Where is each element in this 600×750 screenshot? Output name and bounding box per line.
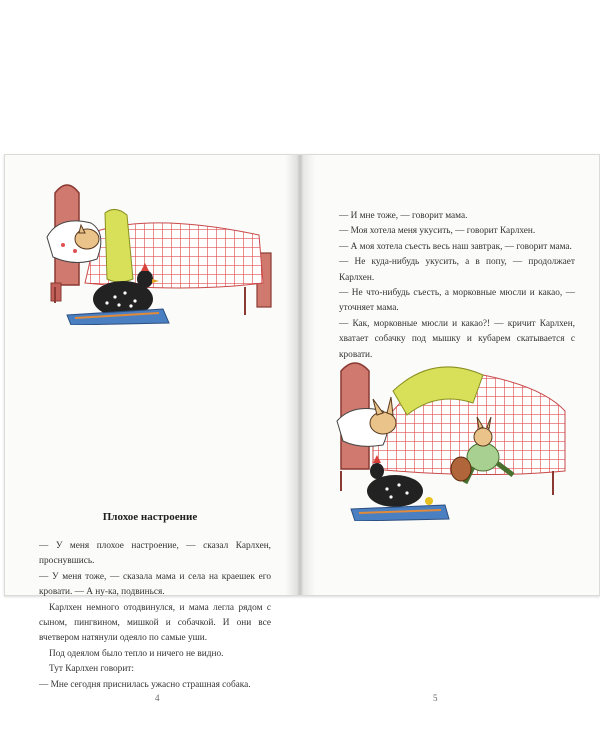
left-page xyxy=(5,155,295,703)
right-page-text xyxy=(339,209,575,363)
paragraph: — Не куда-нибудь укусить, а в попу, — продолжает Карлхен. xyxy=(339,257,575,283)
chapter-title: Плохое настроение xyxy=(102,511,198,523)
book-spread xyxy=(4,154,600,703)
paragraph: — Не что-нибудь съесть, а морковные мюсли и какао, — уточняет мама. xyxy=(339,288,575,314)
bed-illustration-right xyxy=(333,351,579,521)
paragraph: — У меня тоже, — сказала мама и села на краешек его кровати. — А ну-ка, подвинься. xyxy=(39,571,271,598)
paragraph: Тут Карлхен говорит: xyxy=(49,664,134,675)
paragraph: — А моя хотела съесть весь наш завтрак, — говорит мама. xyxy=(339,241,572,252)
paragraph: Карлхен немного отодвинулся, и мама легла рядом с сыном, пингвином, мишкой и собачкой. И они все вчетвером натянули одеяло по самые уши. xyxy=(39,602,271,644)
paragraph: — И мне тоже, — говорит мама. xyxy=(339,211,468,221)
paragraph: — Мне сегодня приснилась ужасно страшная собака. xyxy=(39,679,251,690)
paragraph: Под одеялом было тепло и ничего не видно. xyxy=(49,648,224,659)
paragraph: — У меня плохое настроение, — сказал Карлхен, проснувшись. xyxy=(39,541,271,567)
paragraph: — Моя хотела меня укусить, — говорит Карлхен. xyxy=(339,226,536,237)
bed-illustration-left xyxy=(45,175,281,325)
paragraph: — Как, морковные мюсли и какао?! — кричит Карлхен, хватает собачку под мышку и кубарем скатывается с кровати. xyxy=(339,318,575,360)
left-page-text xyxy=(39,539,271,693)
right-page xyxy=(301,155,599,703)
page-number-right: 5 xyxy=(433,693,438,703)
page-number-left: 4 xyxy=(155,693,160,703)
